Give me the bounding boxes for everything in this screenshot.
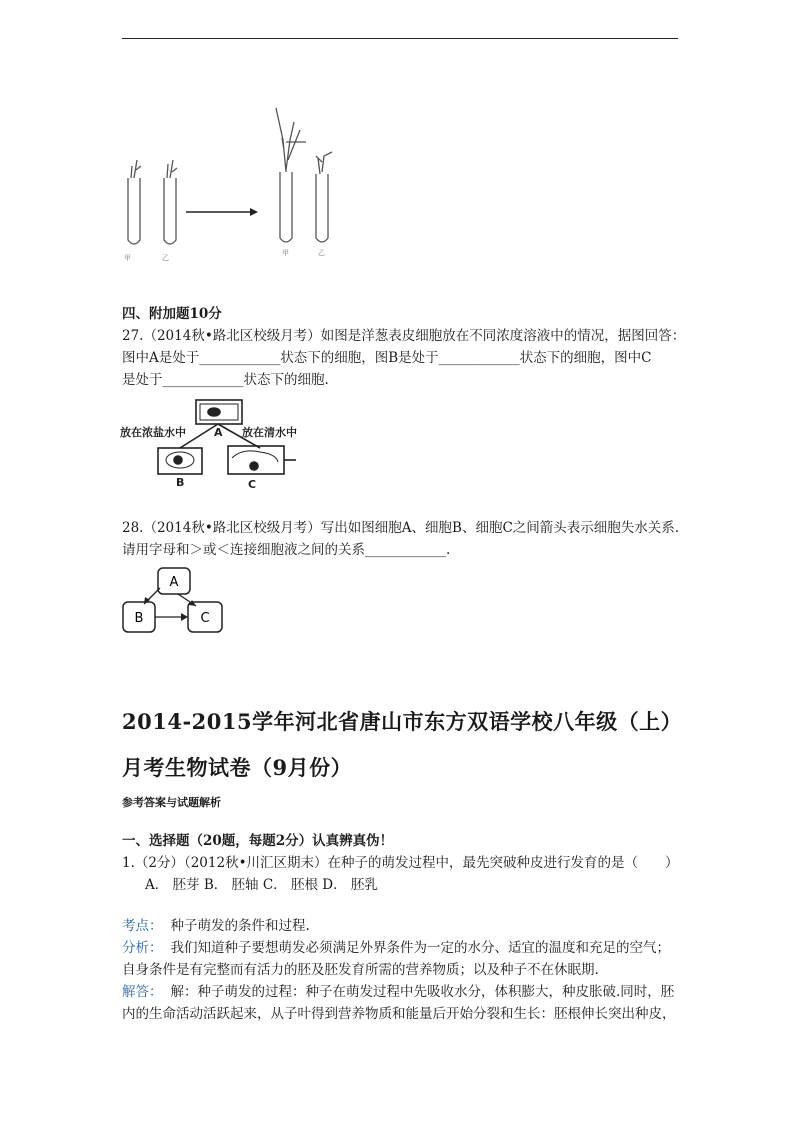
onion-cell-figure — [120, 396, 310, 496]
q27-line1: 27.（2014秋•路北区校级月考）如图是洋葱表皮细胞放在不同浓度溶液中的情况，据图回答： — [122, 328, 686, 344]
q27-line3: 是处于____________状态下的细胞. — [122, 372, 329, 388]
paper-subtitle: 参考答案与试题解析 — [122, 796, 221, 809]
svg-text:乙: 乙 — [162, 254, 169, 262]
fig-label-saltwater: 放在浓盐水中 — [120, 426, 186, 439]
q1-stem: 1.（2分）（2012秋•川汇区期末）在种子的萌发过程中，最先突破种皮进行发育的是（ ） — [122, 855, 679, 871]
kaodian-label: 考点： — [122, 918, 163, 934]
diagram-node-c: C — [200, 611, 210, 626]
svg-text:甲: 甲 — [124, 254, 131, 262]
fenxi-text1: 我们知道种子要想萌发必须满足外界条件为一定的水分、适宜的温度和充足的空气； — [170, 940, 670, 956]
q27-line2: 图中A是处于____________状态下的细胞，图B是处于____________状态下的细胞，图中C — [122, 350, 652, 366]
header-rule — [122, 38, 678, 39]
section1-heading: 一、选择题（20题，每题2分）认真辨真伪！ — [122, 833, 394, 849]
jieda-text1: 解：种子萌发的过程：种子在萌发过程中先吸收水分，体积膨大，种皮胀破.同时，胚 — [170, 984, 675, 1000]
cell-water-loss-diagram — [120, 566, 230, 636]
kaodian-text: 种子萌发的条件和过程. — [170, 918, 310, 934]
fig-label-freshwater: 放在清水中 — [242, 426, 297, 439]
fenxi-row — [122, 937, 670, 959]
kaodian-row — [122, 915, 310, 937]
fig-label-c: C — [248, 478, 257, 491]
svg-text:乙: 乙 — [318, 249, 325, 257]
q28-line1: 28.（2014秋•路北区校级月考）写出如图细胞A、细胞B、细胞C之间箭头表示细胞失水关系. — [122, 520, 680, 536]
fenxi-text2: 自身条件是有完整而有活力的胚及胚发育所需的营养物质；以及种子不在休眠期. — [122, 962, 599, 978]
paper-title-line2: 月考生物试卷（9月份） — [122, 755, 353, 780]
q1-options: A． 胚芽 B． 胚轴 C． 胚根 D． 胚乳 — [145, 877, 378, 893]
fenxi-label: 分析： — [122, 940, 163, 956]
fig-label-a: A — [214, 426, 223, 439]
jieda-text2: 内的生命活动活跃起来，从子叶得到营养物质和能量后开始分裂和生长：胚根伸长突出种皮， — [122, 1006, 676, 1022]
seedling-tubes-figure — [110, 100, 350, 265]
jieda-row — [122, 981, 674, 1003]
svg-text:甲: 甲 — [282, 249, 289, 257]
diagram-node-a: A — [169, 575, 179, 590]
diagram-node-b: B — [134, 611, 144, 626]
section4-heading: 四、附加题10分 — [122, 306, 222, 322]
paper-title-line1: 2014-2015学年河北省唐山市东方双语学校八年级（上） — [122, 709, 683, 734]
jieda-label: 解答： — [122, 984, 163, 1000]
fig-label-b: B — [176, 476, 185, 489]
q28-line2: 请用字母和＞或＜连接细胞液之间的关系____________. — [122, 542, 451, 558]
